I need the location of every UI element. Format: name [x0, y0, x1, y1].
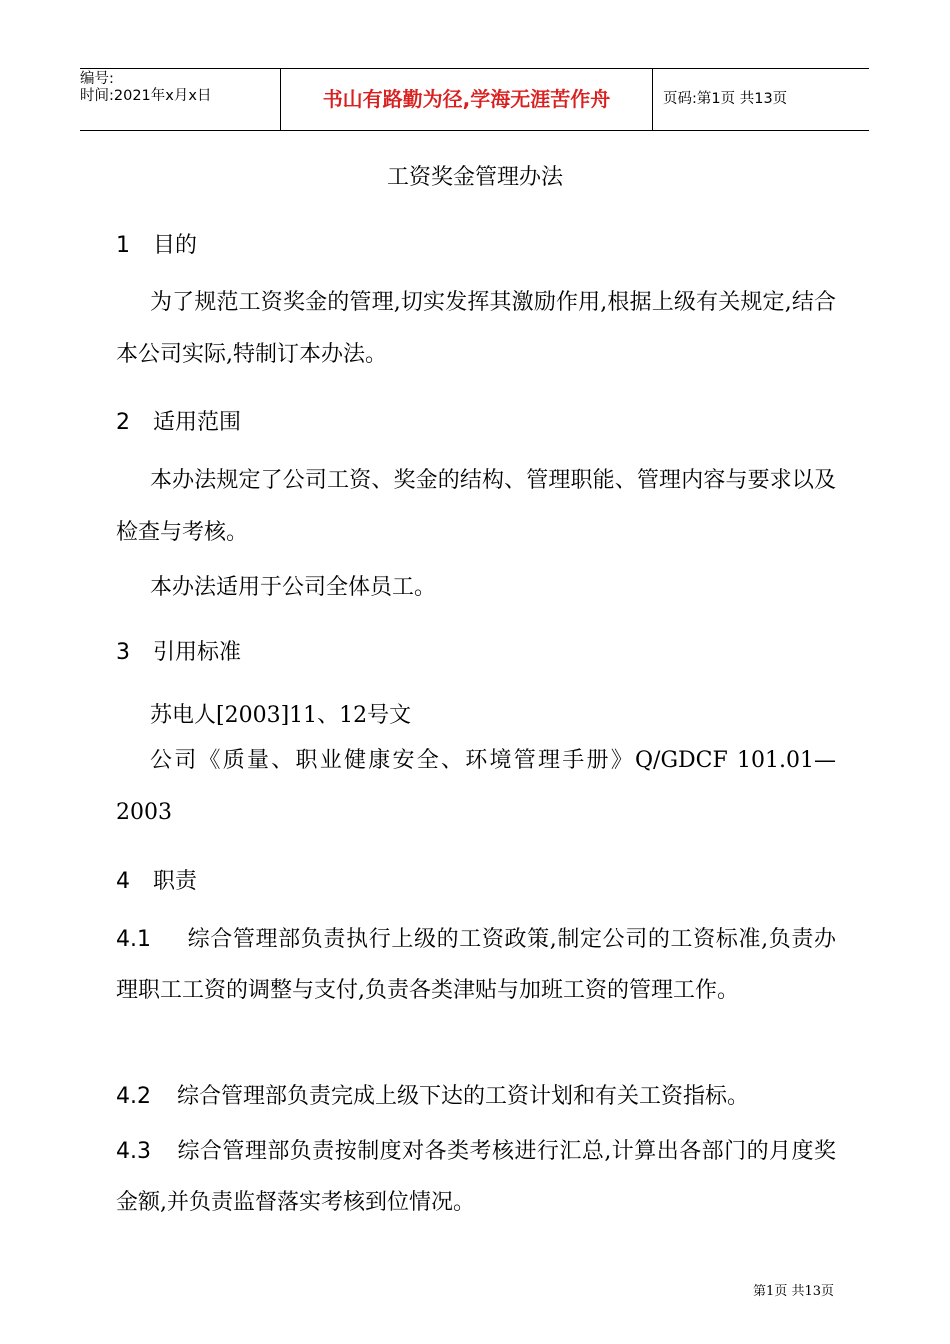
duty-item-number: 4.3: [116, 1139, 151, 1164]
page-footer: 第1页 共13页: [753, 1284, 834, 1299]
section-number: 1: [116, 233, 130, 258]
section-title: 适用范围: [153, 410, 242, 435]
duty-item: [116, 1071, 836, 1122]
duty-item-number: 4.1: [116, 927, 151, 952]
paragraph-scope: 本办法规定了公司工资、奖金的结构、管理职能、管理内容与要求以及检查与考核。: [116, 468, 836, 545]
header-page-info: 页码:第1页 共13页: [663, 91, 788, 107]
reference-2: 公司《质量、职业健康安全、环境管理手册》Q/GDCF 101.01—2003: [116, 748, 836, 825]
section-number: 4: [116, 869, 130, 894]
section-title: 引用标准: [153, 640, 242, 665]
duty-item-number: 4.2: [116, 1084, 151, 1109]
section-title: 目的: [153, 233, 198, 258]
reference-1: 苏电人[2003]11、12号文: [150, 703, 412, 728]
duty-item-text: 综合管理部负责执行上级的工资政策,制定公司的工资标准,负责办理职工工资的调整与支付,负责各类津贴与加班工资的管理工作。: [116, 927, 836, 1003]
header-meta: [80, 69, 280, 130]
duty-item-text: 综合管理部负责按制度对各类考核进行汇总,计算出各部门的月度奖金额,并负责监督落实考核到位情况。: [116, 1139, 836, 1215]
duty-item: [116, 1126, 836, 1228]
section-number: 3: [116, 640, 130, 665]
section-heading-1: [116, 228, 197, 259]
duty-item-text: 综合管理部负责完成上级下达的工资计划和有关工资指标。: [177, 1084, 750, 1109]
section-heading-2: [116, 405, 241, 436]
section-number: 2: [116, 410, 130, 435]
header-motto: 书山有路勤为径,学海无涯苦作舟: [280, 69, 653, 130]
section-heading-4: [116, 864, 197, 895]
paragraph-purpose: 为了规范工资奖金的管理,切实发挥其激励作用,根据上级有关规定,结合本公司实际,特制订本办法。: [116, 290, 836, 367]
page-header: [80, 68, 869, 131]
paragraph-scope-applicability: 本办法适用于公司全体员工。: [150, 575, 437, 600]
section-title: 职责: [153, 869, 198, 894]
document-title: 工资奖金管理办法: [386, 165, 563, 190]
duty-item: [116, 914, 836, 1016]
time-label: 时间:2021年x月x日: [80, 88, 212, 104]
section-heading-3: [116, 635, 241, 666]
number-label: 编号:: [80, 71, 114, 87]
